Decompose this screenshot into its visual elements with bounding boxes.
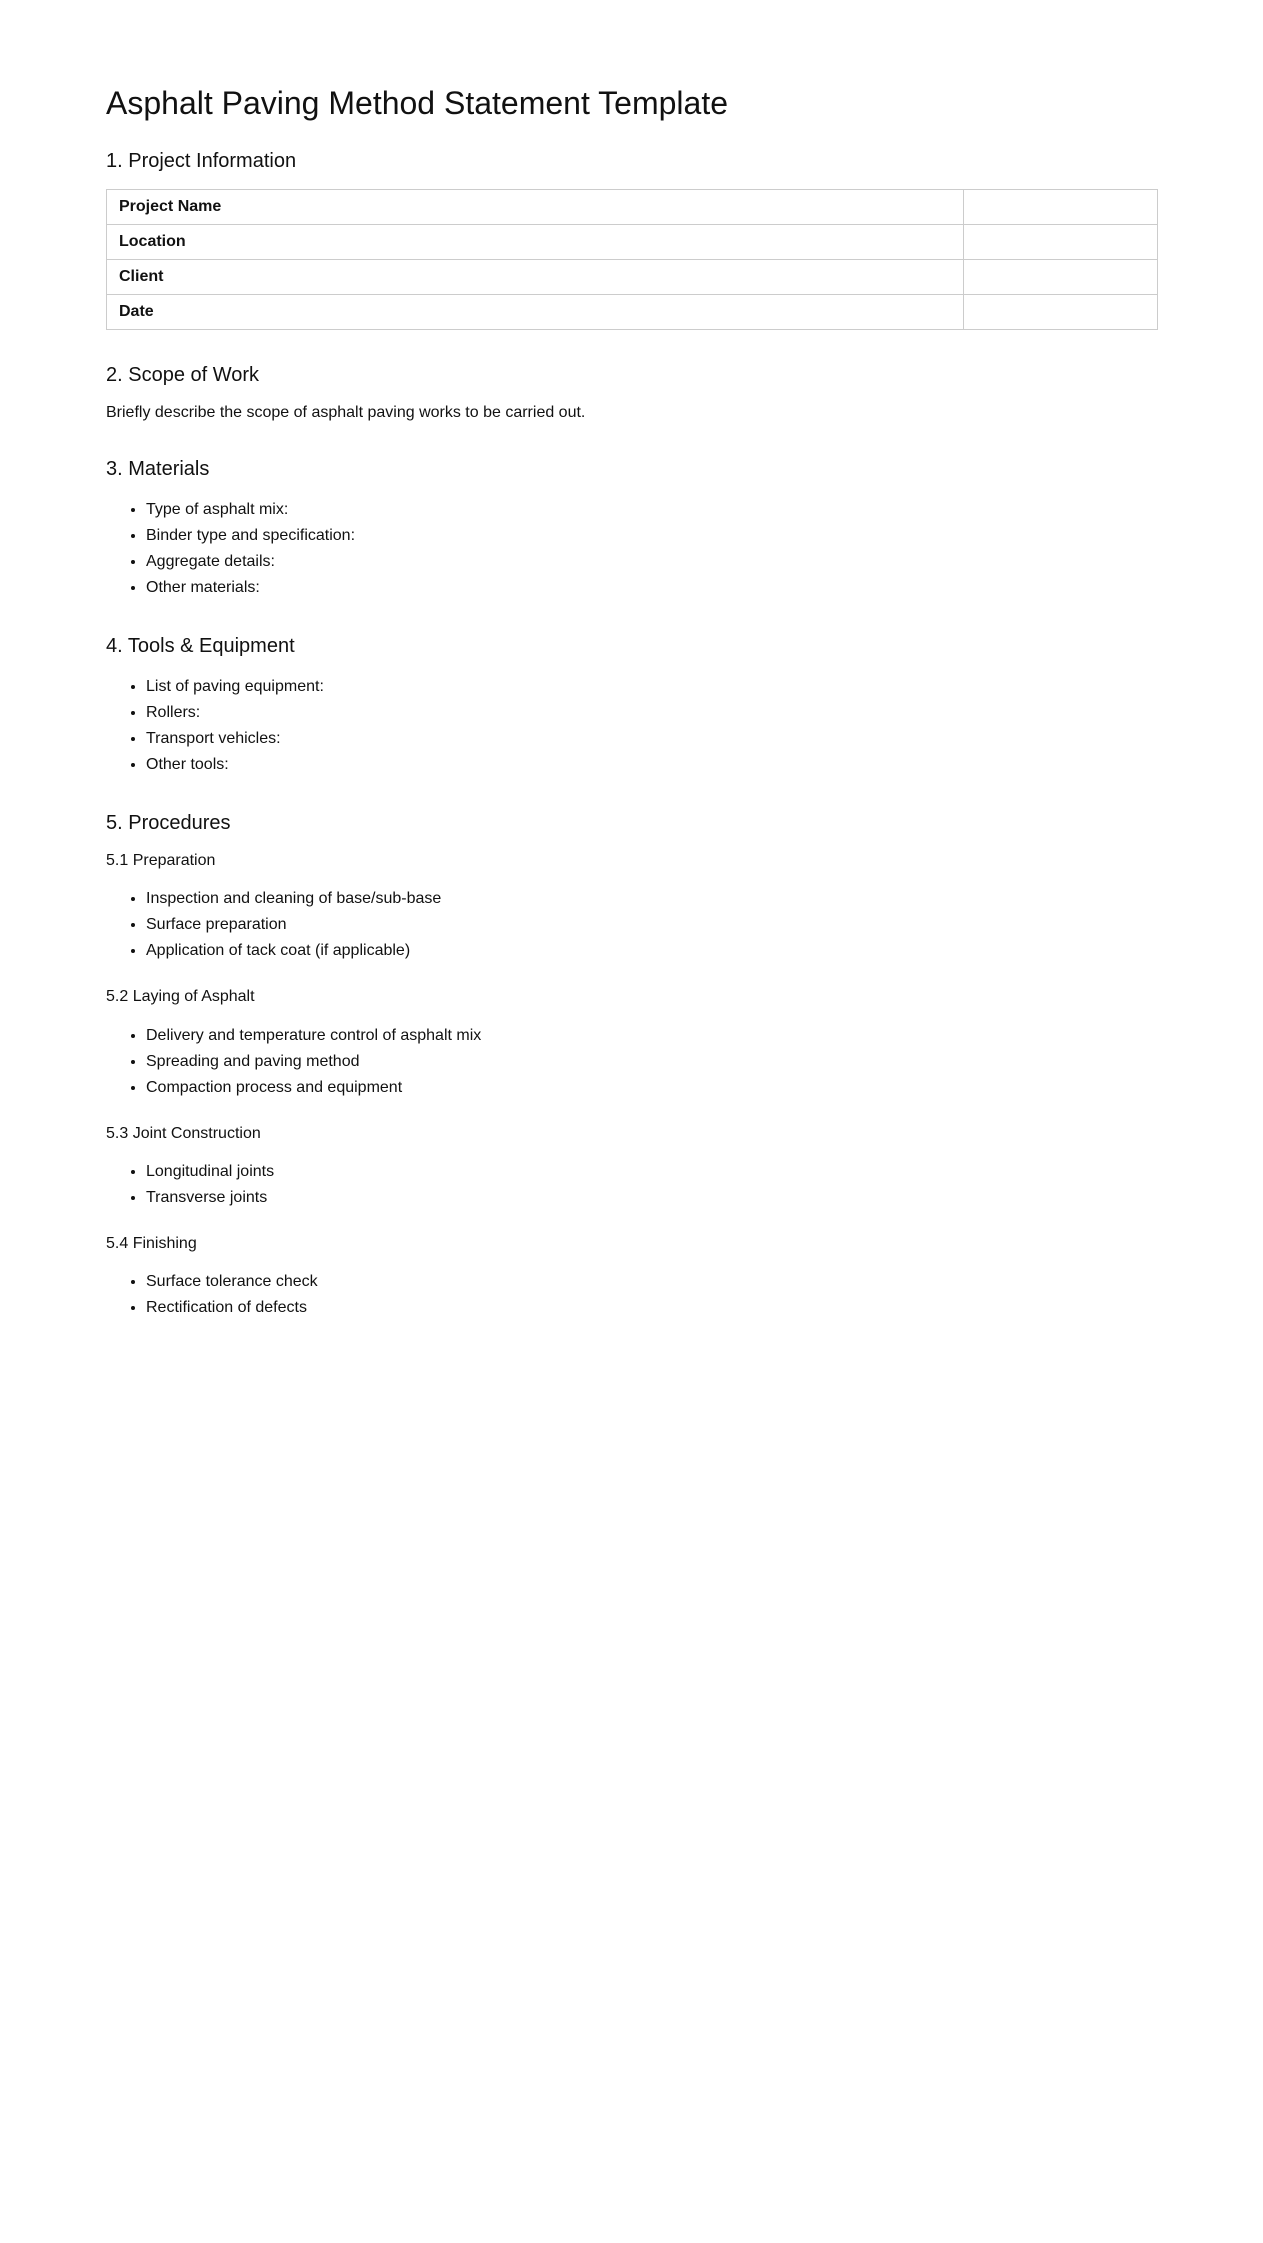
section-heading: 4. Tools & Equipment bbox=[106, 635, 295, 658]
materials-section bbox=[106, 457, 1157, 601]
section-heading: 1. Project Information bbox=[106, 150, 297, 173]
project-name-label: Project Name bbox=[107, 190, 964, 225]
list-item: • List of paving equipment: bbox=[146, 674, 1157, 700]
table-row bbox=[107, 225, 1158, 260]
location-value[interactable] bbox=[963, 225, 1157, 260]
subsection-heading: 5.1 Preparation bbox=[106, 852, 216, 870]
list-item: • Binder type and specification: bbox=[146, 523, 1157, 549]
preparation-subsection bbox=[106, 851, 1157, 964]
joint-construction-subsection bbox=[106, 1124, 1157, 1211]
list-item: • Rectification of defects bbox=[146, 1295, 1157, 1321]
list-item: • Compaction process and equipment bbox=[146, 1075, 1157, 1101]
scope-of-work-section bbox=[106, 363, 1157, 424]
finishing-subsection bbox=[106, 1234, 1157, 1321]
page-title: Asphalt Paving Method Statement Template bbox=[106, 85, 728, 121]
date-value[interactable] bbox=[963, 295, 1157, 330]
laying-list bbox=[106, 1023, 1157, 1101]
list-item: • Aggregate details: bbox=[146, 549, 1157, 575]
list-item: • Delivery and temperature control of asphalt mix bbox=[146, 1023, 1157, 1049]
finishing-list bbox=[106, 1269, 1157, 1321]
list-item: • Transverse joints bbox=[146, 1185, 1157, 1211]
project-name-value[interactable] bbox=[963, 190, 1157, 225]
client-value[interactable] bbox=[963, 260, 1157, 295]
client-label: Client bbox=[107, 260, 964, 295]
section-heading: 5. Procedures bbox=[106, 812, 231, 835]
list-item: • Longitudinal joints bbox=[146, 1159, 1157, 1185]
list-item: • Application of tack coat (if applicable) bbox=[146, 938, 1157, 964]
date-label: Date bbox=[107, 295, 964, 330]
list-item: • Inspection and cleaning of base/sub-base bbox=[146, 886, 1157, 912]
joint-construction-list bbox=[106, 1159, 1157, 1211]
subsection-heading: 5.3 Joint Construction bbox=[106, 1124, 261, 1142]
subsection-heading: 5.4 Finishing bbox=[106, 1234, 197, 1252]
list-item: • Transport vehicles: bbox=[146, 726, 1157, 752]
laying-subsection bbox=[106, 987, 1157, 1100]
table-row bbox=[107, 295, 1158, 330]
procedures-section bbox=[106, 811, 1157, 1321]
project-info-table bbox=[106, 189, 1158, 330]
materials-list bbox=[106, 497, 1157, 601]
scope-description: Briefly describe the scope of asphalt paving works to be carried out. bbox=[106, 404, 586, 422]
section-heading: 3. Materials bbox=[106, 458, 210, 481]
preparation-list bbox=[106, 886, 1157, 964]
location-label: Location bbox=[107, 225, 964, 260]
section-heading: 2. Scope of Work bbox=[106, 364, 260, 387]
project-information-section bbox=[106, 149, 1157, 330]
tools-equipment-section bbox=[106, 634, 1157, 778]
list-item: • Surface preparation bbox=[146, 912, 1157, 938]
list-item: • Surface tolerance check bbox=[146, 1269, 1157, 1295]
tools-list bbox=[106, 674, 1157, 778]
table-row bbox=[107, 260, 1158, 295]
list-item: • Other tools: bbox=[146, 752, 1157, 778]
list-item: • Rollers: bbox=[146, 700, 1157, 726]
table-row bbox=[107, 190, 1158, 225]
list-item: • Spreading and paving method bbox=[146, 1049, 1157, 1075]
list-item: • Type of asphalt mix: bbox=[146, 497, 1157, 523]
list-item: • Other materials: bbox=[146, 575, 1157, 601]
subsection-heading: 5.2 Laying of Asphalt bbox=[106, 988, 255, 1006]
